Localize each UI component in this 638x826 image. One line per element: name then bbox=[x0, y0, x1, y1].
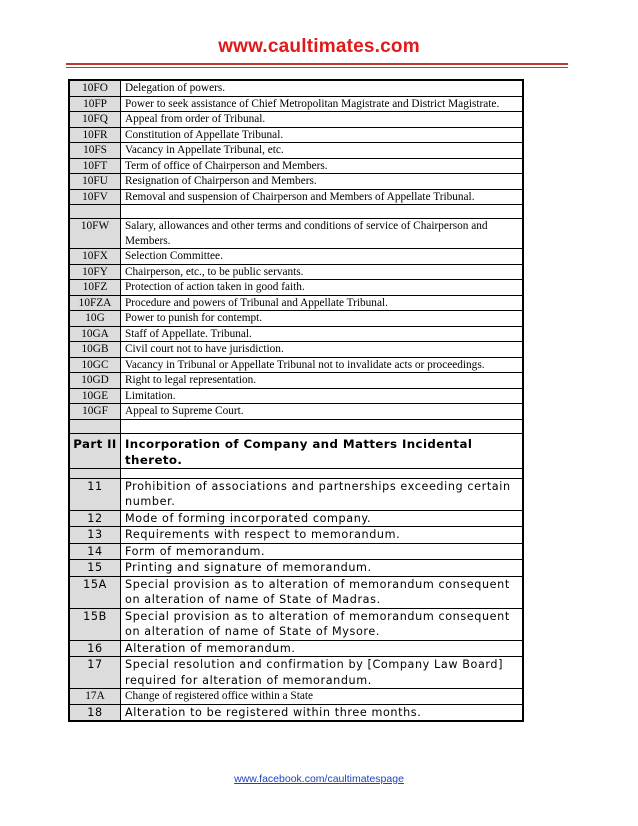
table-row bbox=[69, 388, 523, 404]
table-row bbox=[69, 576, 523, 608]
section-number: 10FV bbox=[69, 189, 121, 205]
blank-cell bbox=[69, 419, 121, 433]
table-row bbox=[69, 543, 523, 560]
section-title: Term of office of Chairperson and Members. bbox=[121, 158, 524, 174]
section-title: Chairperson, etc., to be public servants. bbox=[121, 264, 524, 280]
table-row bbox=[69, 80, 523, 96]
section-number: 10GB bbox=[69, 342, 121, 358]
section-number: 10FQ bbox=[69, 112, 121, 128]
section-title: Alteration of memorandum. bbox=[121, 640, 524, 657]
section-number: 15B bbox=[69, 608, 121, 640]
section-title: Civil court not to have jurisdiction. bbox=[121, 342, 524, 358]
section-title: Mode of forming incorporated company. bbox=[121, 510, 524, 527]
blank-cell bbox=[121, 205, 524, 219]
table-row bbox=[69, 510, 523, 527]
section-number: 10GE bbox=[69, 388, 121, 404]
section-number: 10FX bbox=[69, 249, 121, 265]
table-row bbox=[69, 127, 523, 143]
section-title: Limitation. bbox=[121, 388, 524, 404]
section-title: Special provision as to alteration of memorandum consequent on alteration of name of State of Madras. bbox=[121, 576, 524, 608]
blank-cell bbox=[121, 468, 524, 478]
section-title: Power to seek assistance of Chief Metropolitan Magistrate and District Magistrate. bbox=[121, 96, 524, 112]
section-number: 10GC bbox=[69, 357, 121, 373]
section-title: Vacancy in Tribunal or Appellate Tribunal not to invalidate acts or proceedings. bbox=[121, 357, 524, 373]
table-row bbox=[69, 357, 523, 373]
section-number: 10GD bbox=[69, 373, 121, 389]
section-title: Delegation of powers. bbox=[121, 80, 524, 96]
table-row bbox=[69, 640, 523, 657]
table-row bbox=[69, 112, 523, 128]
blank-row bbox=[69, 468, 523, 478]
section-title: Appeal from order of Tribunal. bbox=[121, 112, 524, 128]
section-title: Special resolution and confirmation by [Company Law Board] required for alteration of memorandum. bbox=[121, 657, 524, 689]
blank-row bbox=[69, 205, 523, 219]
table-row bbox=[69, 704, 523, 721]
section-number: 10FO bbox=[69, 80, 121, 96]
section-number: 17 bbox=[69, 657, 121, 689]
table-row bbox=[69, 249, 523, 265]
section-number: 10GA bbox=[69, 326, 121, 342]
header-rule-thin bbox=[66, 67, 568, 68]
section-title: Printing and signature of memorandum. bbox=[121, 560, 524, 577]
section-title: Salary, allowances and other terms and conditions of service of Chairperson and Members. bbox=[121, 219, 524, 249]
section-title: Protection of action taken in good faith. bbox=[121, 280, 524, 296]
section-number: 10FZ bbox=[69, 280, 121, 296]
part-heading-row bbox=[69, 433, 523, 468]
table-row bbox=[69, 326, 523, 342]
section-title: Constitution of Appellate Tribunal. bbox=[121, 127, 524, 143]
table-row bbox=[69, 96, 523, 112]
section-number: 10FY bbox=[69, 264, 121, 280]
section-number: 10FR bbox=[69, 127, 121, 143]
header-rule bbox=[66, 63, 568, 65]
section-title: Prohibition of associations and partnerships exceeding certain number. bbox=[121, 478, 524, 510]
section-title: Power to punish for contempt. bbox=[121, 311, 524, 327]
section-title: Procedure and powers of Tribunal and Appellate Tribunal. bbox=[121, 295, 524, 311]
section-number: 11 bbox=[69, 478, 121, 510]
section-number: 10FT bbox=[69, 158, 121, 174]
blank-cell bbox=[69, 205, 121, 219]
table-row bbox=[69, 478, 523, 510]
section-title: Change of registered office within a State bbox=[121, 689, 524, 705]
table-row bbox=[69, 143, 523, 159]
table-row bbox=[69, 295, 523, 311]
table-row bbox=[69, 527, 523, 544]
section-title: Form of memorandum. bbox=[121, 543, 524, 560]
part-title: Incorporation of Company and Matters Incidental thereto. bbox=[121, 433, 524, 468]
section-number: 10FS bbox=[69, 143, 121, 159]
blank-cell bbox=[69, 468, 121, 478]
table-row bbox=[69, 689, 523, 705]
section-number: 10FZA bbox=[69, 295, 121, 311]
facebook-page-link[interactable]: www.facebook.com/caultimatespage bbox=[234, 773, 404, 785]
section-title: Alteration to be registered within three months. bbox=[121, 704, 524, 721]
section-title: Selection Committee. bbox=[121, 249, 524, 265]
section-title: Removal and suspension of Chairperson and Members of Appellate Tribunal. bbox=[121, 189, 524, 205]
section-title: Requirements with respect to memorandum. bbox=[121, 527, 524, 544]
section-number: 15 bbox=[69, 560, 121, 577]
table-row bbox=[69, 373, 523, 389]
table-row bbox=[69, 158, 523, 174]
section-number: 13 bbox=[69, 527, 121, 544]
section-number: 10GF bbox=[69, 404, 121, 420]
section-title: Resignation of Chairperson and Members. bbox=[121, 174, 524, 190]
section-number: 17A bbox=[69, 689, 121, 705]
table-row bbox=[69, 219, 523, 249]
section-number: 10FP bbox=[69, 96, 121, 112]
table-row bbox=[69, 657, 523, 689]
section-title: Staff of Appellate. Tribunal. bbox=[121, 326, 524, 342]
section-title: Right to legal representation. bbox=[121, 373, 524, 389]
blank-cell bbox=[121, 419, 524, 433]
section-number: 10FU bbox=[69, 174, 121, 190]
table-row bbox=[69, 174, 523, 190]
table-row bbox=[69, 264, 523, 280]
table-row bbox=[69, 404, 523, 420]
part-number: Part II bbox=[69, 433, 121, 468]
table-row bbox=[69, 608, 523, 640]
section-number: 12 bbox=[69, 510, 121, 527]
section-number: 18 bbox=[69, 704, 121, 721]
section-title: Appeal to Supreme Court. bbox=[121, 404, 524, 420]
table-row bbox=[69, 311, 523, 327]
section-number: 10FW bbox=[69, 219, 121, 249]
section-number: 10G bbox=[69, 311, 121, 327]
table-row bbox=[69, 280, 523, 296]
section-title: Vacancy in Appellate Tribunal, etc. bbox=[121, 143, 524, 159]
table-row bbox=[69, 189, 523, 205]
table-row bbox=[69, 560, 523, 577]
blank-row bbox=[69, 419, 523, 433]
section-number: 14 bbox=[69, 543, 121, 560]
contents-table bbox=[68, 79, 524, 722]
section-title: Special provision as to alteration of memorandum consequent on alteration of name of State of Mysore. bbox=[121, 608, 524, 640]
table-row bbox=[69, 342, 523, 358]
section-number: 16 bbox=[69, 640, 121, 657]
site-header-link[interactable]: www.caultimates.com bbox=[218, 36, 420, 57]
section-number: 15A bbox=[69, 576, 121, 608]
